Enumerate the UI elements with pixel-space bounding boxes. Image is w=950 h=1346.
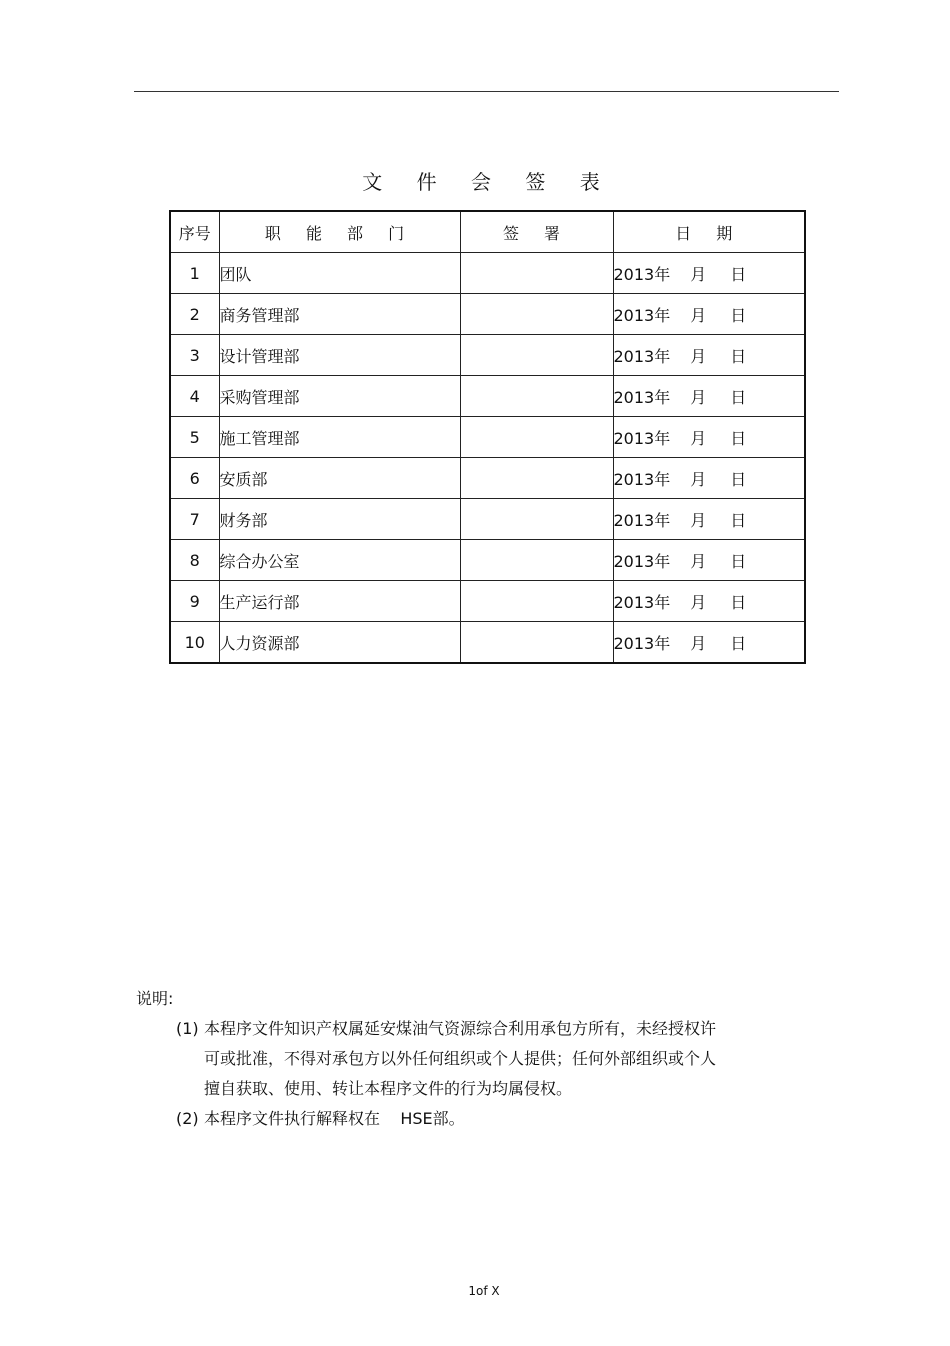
row-signature-cell: [460, 376, 613, 417]
note-item: [136, 1104, 796, 1134]
row-seq: 9: [170, 581, 219, 622]
table-row: [170, 335, 805, 376]
row-date: [613, 458, 805, 499]
row-seq: 6: [170, 458, 219, 499]
row-date: [613, 540, 805, 581]
header-sign: 签 署: [460, 211, 613, 253]
header-dept: 职 能 部 门: [219, 211, 460, 253]
table-row: [170, 417, 805, 458]
row-dept: 生产运行部: [219, 581, 460, 622]
note-line: 本程序文件知识产权属延安煤油气资源综合利用承包方所有，未经授权许: [204, 1019, 717, 1038]
table-row: [170, 622, 805, 664]
row-dept: 商务管理部: [219, 294, 460, 335]
row-signature-cell: [460, 253, 613, 294]
table-row: [170, 253, 805, 294]
row-date-day: 日: [730, 346, 747, 366]
row-date-month: 月: [690, 305, 707, 325]
table-row: [170, 581, 805, 622]
row-date-day: 日: [730, 633, 747, 653]
note-number: (1): [176, 1019, 199, 1038]
row-signature-cell: [460, 294, 613, 335]
note-number: (2): [176, 1109, 199, 1128]
row-date-month: 月: [690, 592, 707, 612]
row-date-month: 月: [690, 510, 707, 530]
row-date-month: 月: [690, 387, 707, 407]
row-date-day: 日: [730, 387, 747, 407]
row-date-month: 月: [690, 469, 707, 489]
row-dept: 综合办公室: [219, 540, 460, 581]
row-seq: 1: [170, 253, 219, 294]
note-item: [136, 1014, 796, 1104]
table-header-row: [170, 211, 805, 253]
row-date: [613, 417, 805, 458]
row-seq: 10: [170, 622, 219, 664]
page-number: 1of X: [468, 1284, 500, 1298]
row-date-year: 2013年: [613, 428, 671, 448]
row-seq: 3: [170, 335, 219, 376]
row-date: [613, 294, 805, 335]
table-row: [170, 458, 805, 499]
notes-section: [136, 984, 796, 1134]
row-dept: 团队: [219, 253, 460, 294]
row-dept: 施工管理部: [219, 417, 460, 458]
table-row: [170, 376, 805, 417]
row-date: [613, 253, 805, 294]
row-date-year: 2013年: [613, 551, 671, 571]
header-seq: 序号: [170, 211, 219, 253]
header-date: 日 期: [613, 211, 805, 253]
row-date-day: 日: [730, 264, 747, 284]
table-row: [170, 294, 805, 335]
row-seq: 5: [170, 417, 219, 458]
row-date-year: 2013年: [613, 346, 671, 366]
row-signature-cell: [460, 499, 613, 540]
row-signature-cell: [460, 458, 613, 499]
row-dept: 财务部: [219, 499, 460, 540]
row-signature-cell: [460, 540, 613, 581]
row-date-day: 日: [730, 428, 747, 448]
row-signature-cell: [460, 335, 613, 376]
row-date-month: 月: [690, 264, 707, 284]
row-date-year: 2013年: [613, 469, 671, 489]
row-date-year: 2013年: [613, 510, 671, 530]
row-date: [613, 335, 805, 376]
row-date-day: 日: [730, 305, 747, 325]
row-dept: 人力资源部: [219, 622, 460, 664]
row-date: [613, 581, 805, 622]
row-date-month: 月: [690, 428, 707, 448]
row-date-day: 日: [730, 592, 747, 612]
row-date-year: 2013年: [613, 633, 671, 653]
notes-heading: 说明:: [136, 989, 174, 1008]
row-seq: 7: [170, 499, 219, 540]
row-signature-cell: [460, 417, 613, 458]
countersign-table: [169, 210, 806, 664]
row-date-month: 月: [690, 551, 707, 571]
row-date-year: 2013年: [613, 264, 671, 284]
table-row: [170, 540, 805, 581]
table-row: [170, 499, 805, 540]
row-date: [613, 376, 805, 417]
row-date: [613, 622, 805, 664]
row-seq: 2: [170, 294, 219, 335]
row-date-month: 月: [690, 633, 707, 653]
row-date-year: 2013年: [613, 387, 671, 407]
row-date-month: 月: [690, 346, 707, 366]
row-signature-cell: [460, 581, 613, 622]
row-date-year: 2013年: [613, 305, 671, 325]
row-seq: 4: [170, 376, 219, 417]
row-dept: 安质部: [219, 458, 460, 499]
row-signature-cell: [460, 622, 613, 664]
row-date-day: 日: [730, 469, 747, 489]
row-date: [613, 499, 805, 540]
row-dept: 采购管理部: [219, 376, 460, 417]
note-line: 擅自获取、使用、转让本程序文件的行为均属侵权。: [204, 1079, 573, 1098]
note-line: 可或批准，不得对承包方以外任何组织或个人提供；任何外部组织或个人: [204, 1049, 717, 1068]
row-dept: 设计管理部: [219, 335, 460, 376]
row-date-day: 日: [730, 551, 747, 571]
note-line: 本程序文件执行解释权在 HSE部。: [204, 1109, 465, 1128]
document-title: 文 件 会 签 表: [362, 170, 614, 194]
row-seq: 8: [170, 540, 219, 581]
header-rule: [134, 91, 839, 92]
row-date-day: 日: [730, 510, 747, 530]
row-date-year: 2013年: [613, 592, 671, 612]
